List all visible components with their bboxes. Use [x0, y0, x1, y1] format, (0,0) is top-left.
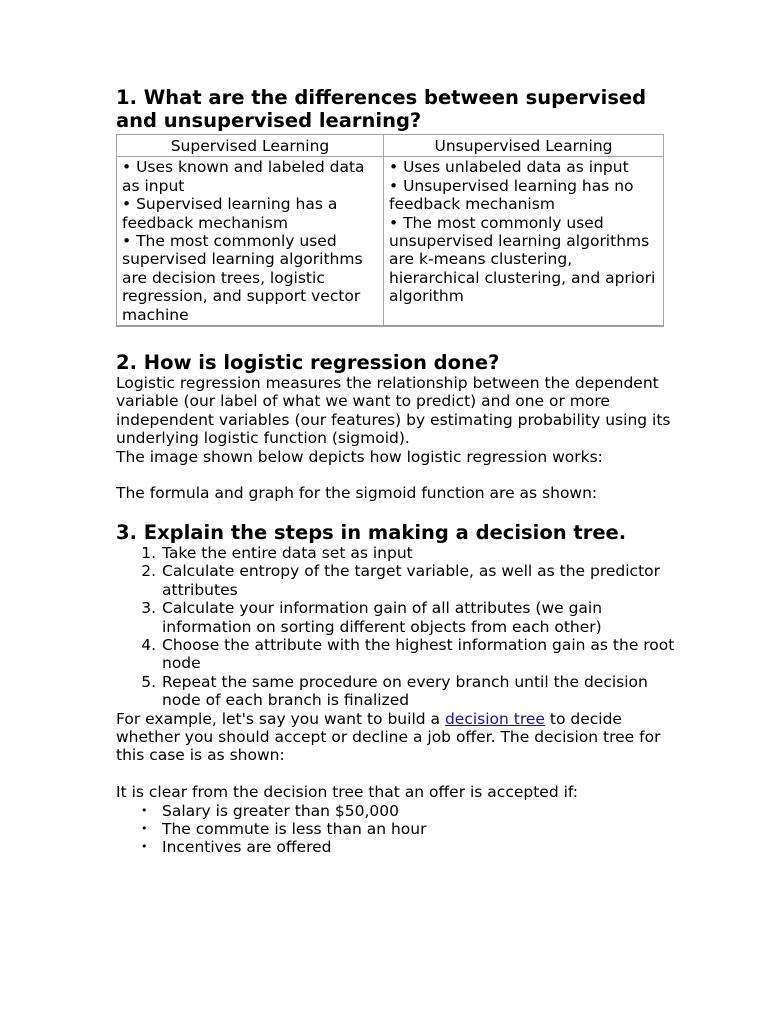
- conclusion-text: It is clear from the decision tree that an offer is accepted if:: [116, 783, 579, 802]
- list-item: [116, 636, 676, 673]
- table-header-supervised: Supervised Learning: [117, 135, 384, 157]
- table-cell-line: • The most commonly used supervised learning algorithms are decision trees, logistic regression, and support vector machine: [122, 232, 363, 324]
- list-item: [116, 562, 676, 599]
- bullet-icon: •: [141, 840, 148, 854]
- step-text: Calculate entropy of the target variable, as well as the predictor attributes: [162, 562, 661, 599]
- bullet-icon: •: [141, 821, 148, 835]
- list-item: [116, 802, 676, 820]
- decision-tree-link[interactable]: decision tree: [444, 709, 545, 728]
- section-3-heading: 3. Explain the steps in making a decision tree.: [116, 520, 627, 544]
- conditions-list: [116, 802, 676, 857]
- image-intro-text: The image shown below depicts how logistic regression works:: [116, 447, 603, 466]
- bullet-text: Salary is greater than $50,000: [162, 801, 399, 820]
- table-cell-line: • The most commonly used unsupervised learning algorithms are k-means clustering, hierarchical clustering, and apriori algorithm: [389, 213, 656, 306]
- step-number: 3.: [141, 599, 156, 618]
- step-text: Calculate your information gain of all attributes (we gain information on sorting different objects from each other): [162, 599, 603, 636]
- table-cell-line: • Uses unlabeled data as input: [389, 158, 629, 177]
- step-text: Take the entire data set as input: [162, 543, 413, 562]
- logistic-regression-paragraph: Logistic regression measures the relationship between the dependent variable (our label of what we want to predict) and one or more independent variables (our features) by estimating probability using its underlying logistic function (sigmoid).: [116, 374, 671, 448]
- bullet-text: The commute is less than an hour: [162, 819, 427, 838]
- step-text: Repeat the same procedure on every branch until the decision node of each branch is finalized: [162, 672, 648, 710]
- supervised-cell: [117, 157, 384, 326]
- sigmoid-intro-text: The formula and graph for the sigmoid function are as shown:: [116, 484, 598, 503]
- example-text-after: to decide whether you should accept or decline a job offer. The decision tree for this case is as shown:: [116, 709, 661, 765]
- document-content: [116, 86, 676, 857]
- list-item: [116, 599, 676, 636]
- bullet-text: Incentives are offered: [162, 838, 332, 857]
- bullet-icon: •: [141, 803, 148, 817]
- section-1-heading: 1. What are the differences between supervised and unsupervised learning?: [116, 86, 647, 132]
- step-number: 1.: [141, 543, 156, 562]
- list-item: [116, 544, 676, 562]
- list-item: [116, 838, 676, 856]
- steps-list: [116, 544, 676, 710]
- table-cell-line: • Unsupervised learning has no feedback mechanism: [389, 176, 634, 214]
- example-text-before: For example, let's say you want to build a: [116, 709, 445, 728]
- comparison-table: [116, 134, 664, 327]
- section-2-heading: 2. How is logistic regression done?: [116, 351, 500, 375]
- table-header-row: [117, 135, 664, 157]
- table-row: [117, 157, 664, 326]
- step-number: 5.: [141, 672, 156, 691]
- step-number: 2.: [141, 562, 156, 581]
- unsupervised-cell: [384, 157, 664, 326]
- list-item: [116, 820, 676, 838]
- table-header-unsupervised: Unsupervised Learning: [384, 135, 664, 157]
- step-text: Choose the attribute with the highest information gain as the root node: [162, 635, 675, 673]
- step-number: 4.: [141, 635, 156, 654]
- table-cell-line: • Supervised learning has a feedback mechanism: [122, 195, 338, 232]
- table-cell-line: • Uses known and labeled data as input: [122, 158, 365, 195]
- example-paragraph: [116, 710, 676, 765]
- list-item: [116, 673, 676, 710]
